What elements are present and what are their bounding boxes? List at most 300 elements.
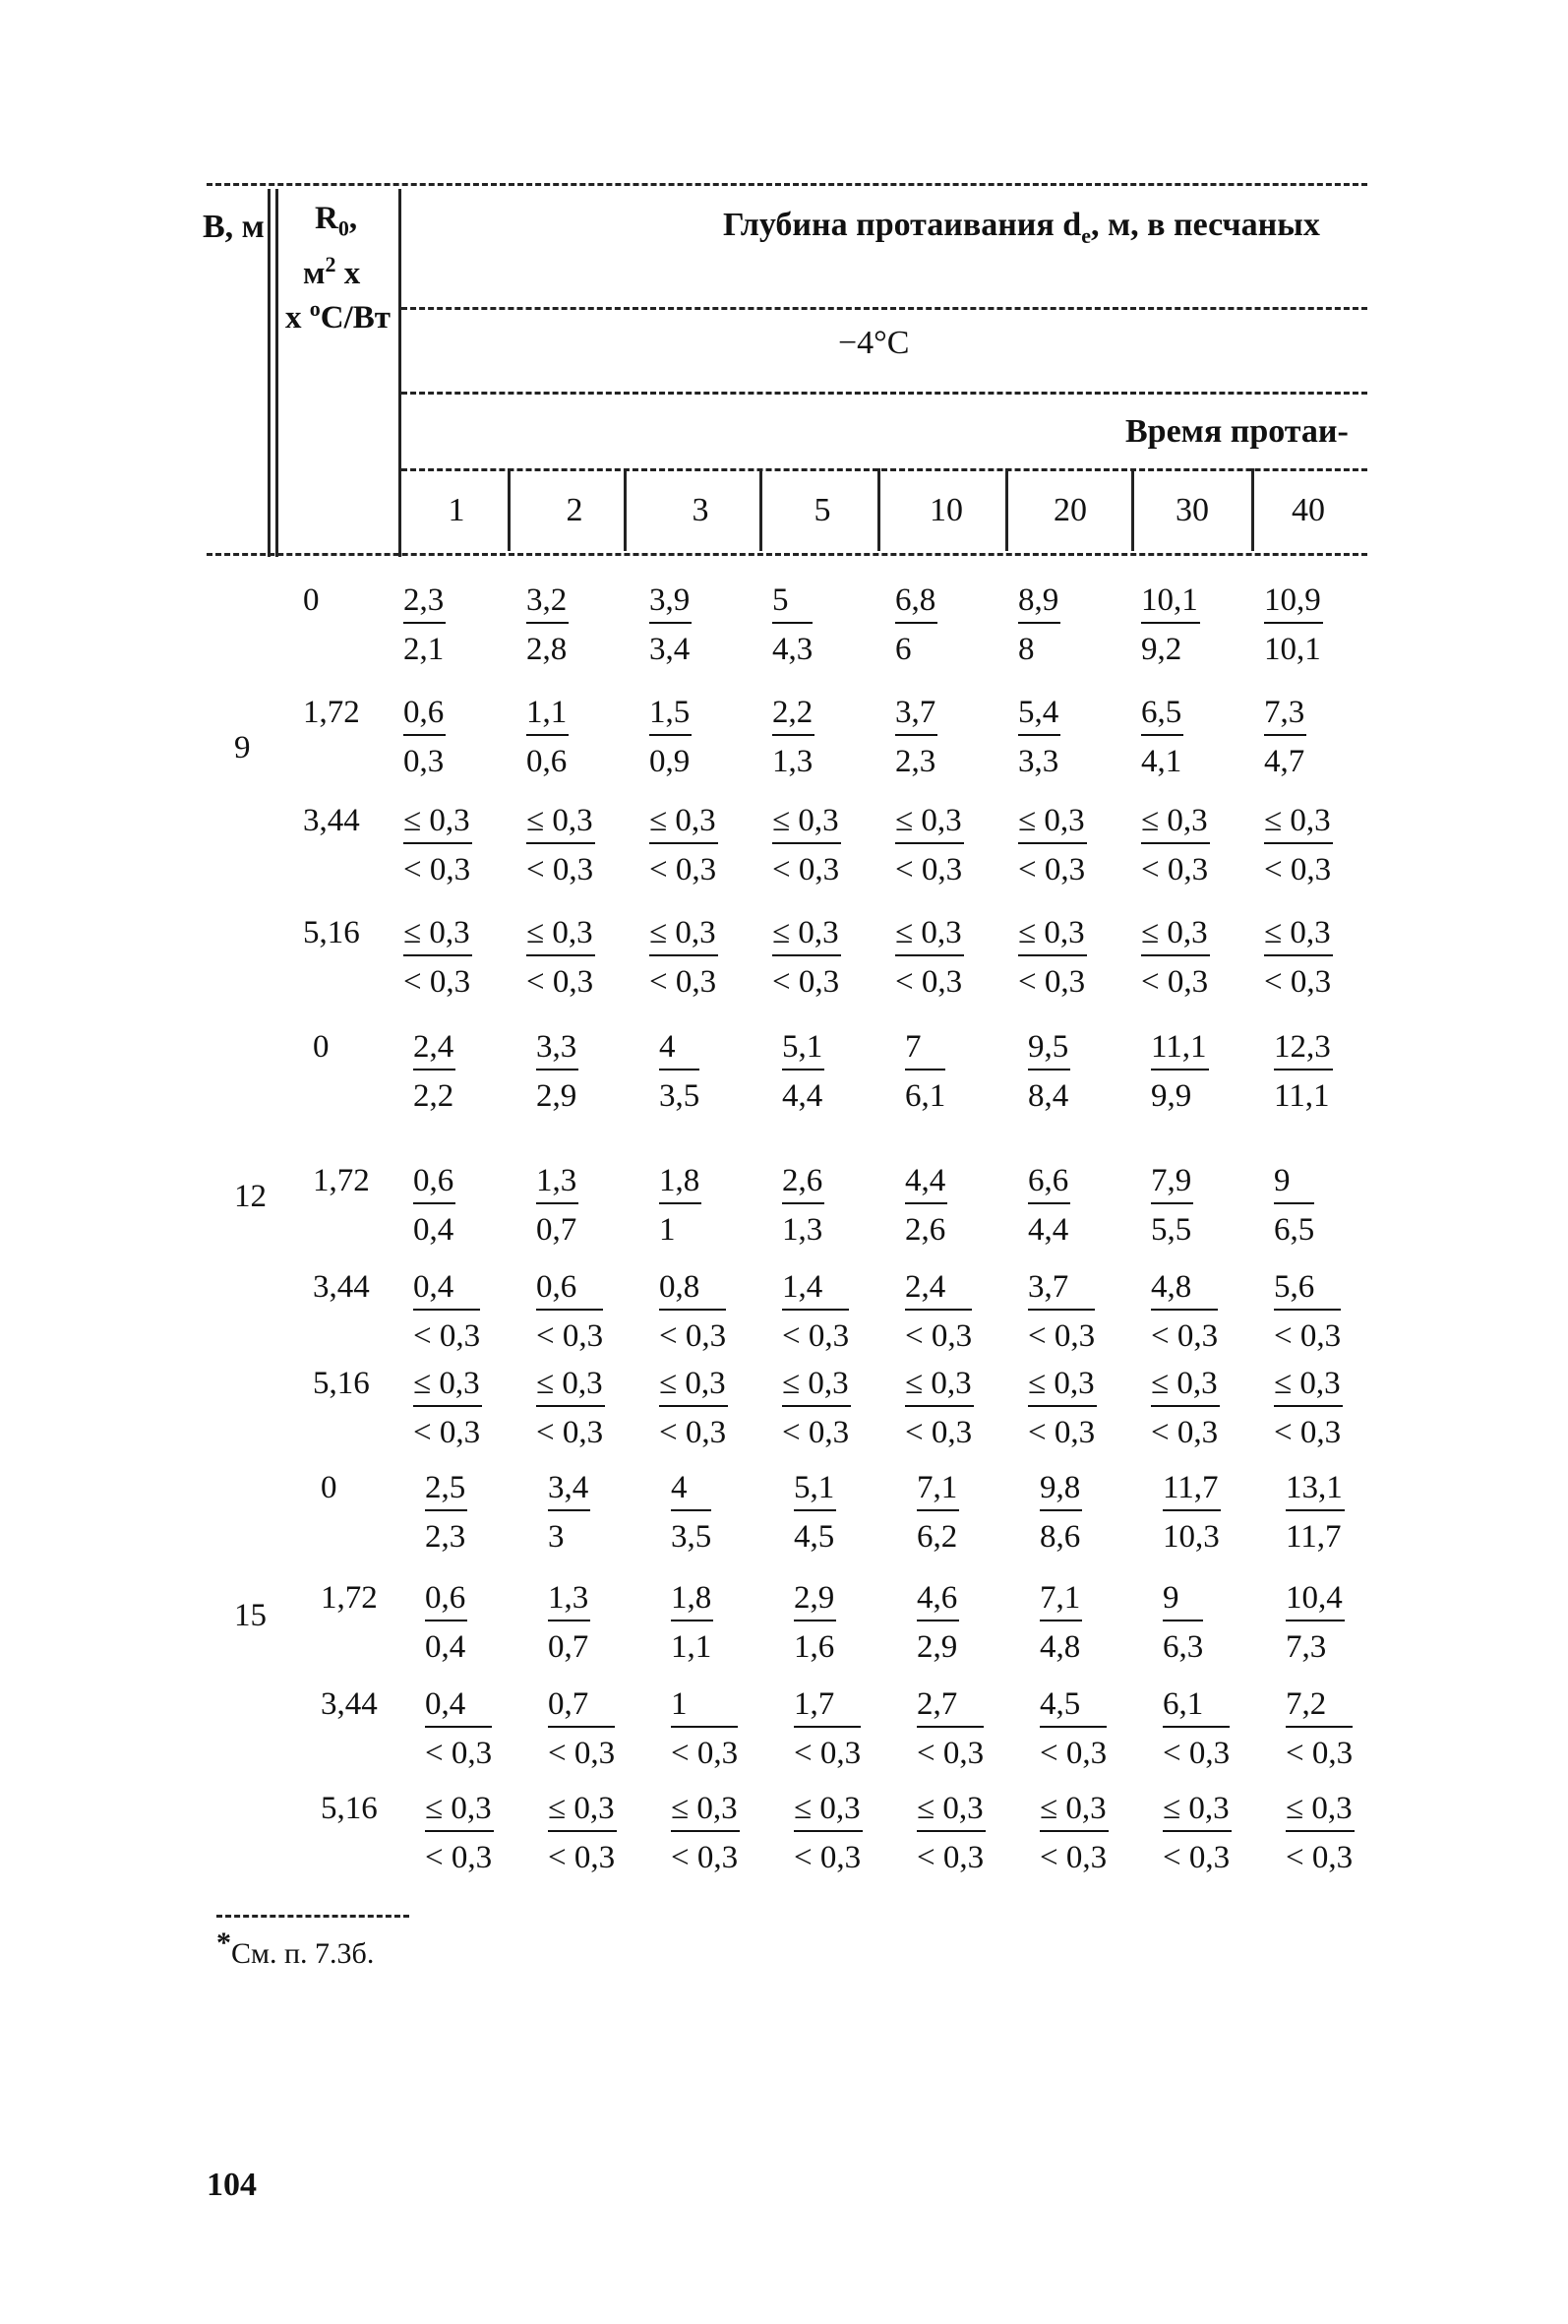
cell-numerator: ≤ 0,3: [659, 1366, 728, 1407]
resistance-label: 0: [313, 1029, 330, 1065]
table-cell: [1151, 1163, 1193, 1248]
cell-denominator: < 0,3: [782, 1415, 850, 1450]
time-col-divider: [1251, 468, 1254, 551]
cell-numerator: 2,2: [772, 695, 814, 736]
resistance-label: 0: [303, 582, 320, 618]
cell-denominator: 2,1: [403, 632, 445, 667]
cell-numerator: 4,4: [905, 1163, 947, 1204]
cell-numerator: 4,8: [1151, 1269, 1218, 1311]
cell-denominator: 4,1: [1141, 744, 1182, 779]
table-cell: [1141, 695, 1183, 779]
table-cell: [659, 1269, 726, 1354]
cell-numerator: ≤ 0,3: [1151, 1366, 1220, 1407]
cell-numerator: 1,3: [548, 1580, 590, 1621]
cell-numerator: ≤ 0,3: [425, 1791, 494, 1832]
cell-numerator: 3,4: [548, 1470, 590, 1511]
cell-numerator: 0,6: [425, 1580, 467, 1621]
header-bottom-rule: [207, 553, 1367, 556]
cell-denominator: < 0,3: [1151, 1415, 1219, 1450]
table-cell: [1028, 1269, 1095, 1354]
table-cell: [1018, 915, 1087, 1000]
table-cell: [671, 1686, 738, 1771]
cell-denominator: < 0,3: [895, 964, 963, 1000]
cell-numerator: 2,4: [413, 1029, 455, 1070]
table-cell: [649, 803, 718, 887]
cell-denominator: 3,5: [659, 1078, 700, 1114]
table-cell: [1163, 1686, 1230, 1771]
cell-denominator: < 0,3: [772, 852, 840, 887]
cell-numerator: 4: [671, 1470, 711, 1511]
cell-numerator: 6,6: [1028, 1163, 1070, 1204]
table-cell: [772, 695, 814, 779]
cell-numerator: 7,9: [1151, 1163, 1193, 1204]
col-divider-r-right: [398, 189, 401, 557]
cell-denominator: < 0,3: [1028, 1318, 1096, 1354]
cell-denominator: < 0,3: [671, 1736, 739, 1771]
cell-numerator: 2,4: [905, 1269, 972, 1311]
table-cell: [659, 1366, 728, 1450]
cell-denominator: < 0,3: [425, 1736, 493, 1771]
cell-numerator: 5,4: [1018, 695, 1060, 736]
table-cell: [772, 803, 841, 887]
cell-numerator: 1,8: [671, 1580, 713, 1621]
table-cell: [1274, 1366, 1343, 1450]
table-cell: [1040, 1470, 1082, 1555]
table-cell: [649, 695, 692, 779]
header-rule-3: [401, 392, 1367, 395]
cell-denominator: 8,4: [1028, 1078, 1069, 1114]
cell-numerator: ≤ 0,3: [649, 803, 718, 844]
table-cell: [413, 1269, 480, 1354]
cell-denominator: 2,6: [905, 1212, 946, 1248]
cell-numerator: 6,1: [1163, 1686, 1230, 1728]
cell-numerator: 1: [671, 1686, 738, 1728]
table-cell: [1264, 582, 1323, 667]
table-cell: [895, 915, 964, 1000]
table-cell: [794, 1580, 836, 1665]
table-cell: [649, 582, 692, 667]
time-column-8: 40: [1292, 492, 1325, 528]
cell-denominator: < 0,3: [782, 1318, 850, 1354]
table-cell: [671, 1791, 740, 1875]
cell-numerator: 2,9: [794, 1580, 836, 1621]
cell-numerator: 7: [905, 1029, 945, 1070]
table-cell: [1151, 1269, 1218, 1354]
table-cell: [671, 1470, 711, 1555]
table-cell: [1040, 1580, 1082, 1665]
cell-numerator: 6,8: [895, 582, 937, 624]
cell-denominator: 6,2: [917, 1519, 958, 1555]
cell-numerator: 8,9: [1018, 582, 1060, 624]
cell-numerator: 5,1: [794, 1470, 836, 1511]
table-cell: [917, 1470, 959, 1555]
table-cell: [1151, 1366, 1220, 1450]
cell-numerator: 5,1: [782, 1029, 824, 1070]
cell-numerator: ≤ 0,3: [1264, 803, 1333, 844]
cell-denominator: < 0,3: [1286, 1840, 1354, 1875]
resistance-label: 3,44: [313, 1269, 370, 1305]
cell-numerator: ≤ 0,3: [548, 1791, 617, 1832]
cell-numerator: ≤ 0,3: [413, 1366, 482, 1407]
table-cell: [1264, 915, 1333, 1000]
header-top-rule: [207, 183, 1367, 186]
table-cell: [548, 1686, 615, 1771]
cell-denominator: < 0,3: [794, 1736, 862, 1771]
cell-numerator: ≤ 0,3: [772, 803, 841, 844]
cell-numerator: 9,8: [1040, 1470, 1082, 1511]
cell-denominator: 4,8: [1040, 1629, 1081, 1665]
cell-numerator: 5,6: [1274, 1269, 1341, 1311]
footnote-rule: [216, 1915, 409, 1918]
cell-denominator: < 0,3: [1274, 1415, 1342, 1450]
cell-denominator: < 0,3: [905, 1415, 973, 1450]
cell-numerator: ≤ 0,3: [895, 803, 964, 844]
table-cell: [1151, 1029, 1209, 1114]
cell-denominator: < 0,3: [794, 1840, 862, 1875]
group-width-label: 12: [234, 1179, 267, 1214]
table-cell: [905, 1366, 974, 1450]
cell-denominator: < 0,3: [659, 1415, 727, 1450]
cell-denominator: < 0,3: [526, 852, 594, 887]
cell-denominator: < 0,3: [1163, 1840, 1231, 1875]
col-divider-r-left: [275, 189, 278, 557]
table-title: Глубина протаивания $d_e$, м, в песчаных: [723, 207, 1320, 248]
table-cell: [659, 1163, 701, 1248]
cell-numerator: 1,3: [536, 1163, 578, 1204]
col-divider-b: [268, 189, 271, 557]
cell-denominator: 2,3: [425, 1519, 466, 1555]
cell-denominator: < 0,3: [895, 852, 963, 887]
table-cell: [536, 1163, 578, 1248]
table-cell: [526, 915, 595, 1000]
cell-numerator: 12,3: [1274, 1029, 1333, 1070]
cell-numerator: 0,6: [536, 1269, 603, 1311]
cell-denominator: < 0,3: [536, 1415, 604, 1450]
table-cell: [425, 1580, 467, 1665]
cell-numerator: ≤ 0,3: [1163, 1791, 1232, 1832]
cell-numerator: 2,3: [403, 582, 446, 624]
cell-denominator: 2,3: [895, 744, 936, 779]
time-column-1: 1: [448, 492, 465, 528]
cell-numerator: ≤ 0,3: [782, 1366, 851, 1407]
cell-denominator: 6,1: [905, 1078, 946, 1114]
cell-denominator: < 0,3: [1286, 1736, 1354, 1771]
page-number: 104: [207, 2167, 257, 2203]
cell-denominator: < 0,3: [413, 1415, 481, 1450]
cell-numerator: 3,7: [895, 695, 937, 736]
cell-numerator: 6,5: [1141, 695, 1183, 736]
table-cell: [772, 915, 841, 1000]
cell-denominator: 0,9: [649, 744, 691, 779]
column-b-header: В, м: [203, 209, 265, 245]
cell-denominator: < 0,3: [1040, 1840, 1108, 1875]
resistance-label: 1,72: [321, 1580, 378, 1616]
cell-denominator: 0,3: [403, 744, 445, 779]
cell-numerator: 0,6: [413, 1163, 455, 1204]
cell-denominator: 9,9: [1151, 1078, 1192, 1114]
cell-denominator: 0,4: [413, 1212, 454, 1248]
time-header: Время протаи-: [1125, 413, 1349, 450]
cell-numerator: 9: [1163, 1580, 1203, 1621]
cell-denominator: 0,4: [425, 1629, 466, 1665]
table-cell: [526, 695, 569, 779]
cell-denominator: 9,2: [1141, 632, 1182, 667]
cell-denominator: < 0,3: [526, 964, 594, 1000]
cell-numerator: 1,7: [794, 1686, 861, 1728]
cell-numerator: 10,9: [1264, 582, 1323, 624]
cell-numerator: ≤ 0,3: [772, 915, 841, 956]
cell-numerator: 5: [772, 582, 813, 624]
cell-denominator: 2,2: [413, 1078, 454, 1114]
cell-numerator: 0,6: [403, 695, 446, 736]
cell-numerator: 1,5: [649, 695, 692, 736]
table-cell: [425, 1686, 492, 1771]
table-cell: [425, 1470, 467, 1555]
table-cell: [1018, 803, 1087, 887]
cell-numerator: ≤ 0,3: [1141, 803, 1210, 844]
time-col-divider: [508, 468, 511, 551]
cell-denominator: 11,1: [1274, 1078, 1330, 1114]
cell-numerator: ≤ 0,3: [905, 1366, 974, 1407]
cell-denominator: 2,8: [526, 632, 568, 667]
cell-numerator: 1,4: [782, 1269, 849, 1311]
resistance-label: 3,44: [303, 803, 360, 838]
cell-denominator: 6,3: [1163, 1629, 1204, 1665]
resistance-label: 3,44: [321, 1686, 378, 1722]
group-width-label: 15: [234, 1598, 267, 1633]
cell-numerator: 3,9: [649, 582, 692, 624]
cell-numerator: 2,5: [425, 1470, 467, 1511]
cell-numerator: 11,1: [1151, 1029, 1209, 1070]
cell-numerator: 1,8: [659, 1163, 701, 1204]
cell-denominator: < 0,3: [772, 964, 840, 1000]
cell-numerator: 3,2: [526, 582, 569, 624]
cell-denominator: 2,9: [917, 1629, 958, 1665]
cell-denominator: < 0,3: [1028, 1415, 1096, 1450]
cell-denominator: 1,1: [671, 1629, 712, 1665]
cell-denominator: < 0,3: [1141, 852, 1209, 887]
table-cell: [1141, 915, 1210, 1000]
cell-denominator: < 0,3: [548, 1736, 616, 1771]
table-cell: [794, 1791, 863, 1875]
cell-denominator: < 0,3: [1274, 1318, 1342, 1354]
cell-denominator: < 0,3: [1018, 852, 1086, 887]
cell-numerator: 4: [659, 1029, 699, 1070]
cell-numerator: ≤ 0,3: [526, 803, 595, 844]
table-cell: [1163, 1470, 1221, 1555]
cell-denominator: 3,5: [671, 1519, 712, 1555]
table-cell: [772, 582, 813, 667]
table-cell: [917, 1686, 984, 1771]
cell-denominator: < 0,3: [917, 1736, 985, 1771]
table-cell: [403, 803, 472, 887]
table-cell: [1286, 1580, 1345, 1665]
cell-denominator: < 0,3: [1264, 852, 1332, 887]
table-cell: [794, 1470, 836, 1555]
table-cell: [1163, 1580, 1203, 1665]
table-cell: [1264, 695, 1306, 779]
cell-denominator: < 0,3: [1018, 964, 1086, 1000]
cell-denominator: 1,6: [794, 1629, 835, 1665]
table-cell: [1274, 1163, 1314, 1248]
table-cell: [1286, 1686, 1353, 1771]
table-cell: [1286, 1791, 1355, 1875]
cell-denominator: 4,5: [794, 1519, 835, 1555]
cell-numerator: ≤ 0,3: [403, 915, 472, 956]
header-rule-4: [401, 468, 1367, 471]
cell-numerator: 7,1: [1040, 1580, 1082, 1621]
time-column-3: 3: [692, 492, 709, 528]
cell-denominator: 10,1: [1264, 632, 1321, 667]
cell-denominator: 4,4: [782, 1078, 823, 1114]
time-column-5: 10: [930, 492, 963, 528]
table-cell: [905, 1269, 972, 1354]
table-cell: [671, 1580, 713, 1665]
cell-denominator: 3,4: [649, 632, 691, 667]
table-cell: [413, 1029, 455, 1114]
cell-numerator: 0,7: [548, 1686, 615, 1728]
cell-numerator: 3,7: [1028, 1269, 1095, 1311]
table-cell: [413, 1163, 455, 1248]
cell-denominator: 1,3: [772, 744, 814, 779]
time-col-divider: [877, 468, 880, 551]
table-cell: [526, 803, 595, 887]
cell-denominator: 4,7: [1264, 744, 1305, 779]
cell-numerator: ≤ 0,3: [1286, 1791, 1355, 1832]
column-r-header: $R_0$, $м^2$ х х $^о$С/Вт: [285, 201, 391, 336]
time-column-4: 5: [814, 492, 831, 528]
cell-denominator: 0,6: [526, 744, 568, 779]
cell-numerator: ≤ 0,3: [1028, 1366, 1097, 1407]
cell-denominator: < 0,3: [1264, 964, 1332, 1000]
cell-numerator: 4,6: [917, 1580, 959, 1621]
cell-numerator: 10,4: [1286, 1580, 1345, 1621]
cell-denominator: < 0,3: [905, 1318, 973, 1354]
cell-numerator: ≤ 0,3: [1018, 803, 1087, 844]
table-cell: [413, 1366, 482, 1450]
cell-denominator: 0,7: [536, 1212, 577, 1248]
cell-denominator: < 0,3: [548, 1840, 616, 1875]
cell-denominator: 11,7: [1286, 1519, 1342, 1555]
cell-denominator: 3,3: [1018, 744, 1059, 779]
group-width-label: 9: [234, 730, 251, 765]
cell-numerator: ≤ 0,3: [895, 915, 964, 956]
cell-denominator: < 0,3: [659, 1318, 727, 1354]
cell-numerator: ≤ 0,3: [1141, 915, 1210, 956]
cell-numerator: 9: [1274, 1163, 1314, 1204]
cell-denominator: < 0,3: [425, 1840, 493, 1875]
cell-numerator: 4,5: [1040, 1686, 1107, 1728]
time-col-divider: [759, 468, 762, 551]
cell-numerator: ≤ 0,3: [649, 915, 718, 956]
resistance-label: 5,16: [303, 915, 360, 950]
table-cell: [1018, 582, 1060, 667]
cell-denominator: < 0,3: [1163, 1736, 1231, 1771]
table-cell: [526, 582, 569, 667]
cell-numerator: 9,5: [1028, 1029, 1070, 1070]
cell-numerator: ≤ 0,3: [1040, 1791, 1109, 1832]
time-col-divider: [1005, 468, 1008, 551]
cell-denominator: < 0,3: [671, 1840, 739, 1875]
cell-numerator: 7,1: [917, 1470, 959, 1511]
table-cell: [905, 1163, 947, 1248]
cell-numerator: ≤ 0,3: [1274, 1366, 1343, 1407]
table-cell: [1040, 1791, 1109, 1875]
cell-denominator: < 0,3: [536, 1318, 604, 1354]
cell-denominator: < 0,3: [413, 1318, 481, 1354]
resistance-label: 5,16: [313, 1366, 370, 1401]
cell-numerator: ≤ 0,3: [1264, 915, 1333, 956]
cell-denominator: 5,5: [1151, 1212, 1192, 1248]
table-cell: [548, 1791, 617, 1875]
cell-numerator: 7,2: [1286, 1686, 1353, 1728]
table-cell: [548, 1580, 590, 1665]
table-cell: [1274, 1029, 1333, 1114]
temperature-label: −4°С: [838, 325, 910, 361]
cell-numerator: ≤ 0,3: [794, 1791, 863, 1832]
table-cell: [1141, 803, 1210, 887]
table-cell: [403, 582, 446, 667]
cell-denominator: 6: [895, 632, 912, 667]
cell-denominator: < 0,3: [403, 852, 471, 887]
footnote: *См. п. 7.3б.: [216, 1926, 375, 1970]
table-cell: [917, 1791, 986, 1875]
cell-numerator: 7,3: [1264, 695, 1306, 736]
table-cell: [1141, 582, 1200, 667]
cell-numerator: ≤ 0,3: [671, 1791, 740, 1832]
cell-denominator: 4,3: [772, 632, 814, 667]
table-cell: [536, 1029, 578, 1114]
cell-denominator: < 0,3: [1141, 964, 1209, 1000]
cell-denominator: < 0,3: [1040, 1736, 1108, 1771]
table-cell: [917, 1580, 959, 1665]
table-cell: [1264, 803, 1333, 887]
cell-numerator: 10,1: [1141, 582, 1200, 624]
table-cell: [1040, 1686, 1107, 1771]
table-cell: [895, 695, 937, 779]
cell-denominator: 1,3: [782, 1212, 823, 1248]
cell-denominator: < 0,3: [649, 964, 717, 1000]
cell-denominator: 0,7: [548, 1629, 589, 1665]
cell-denominator: 1: [659, 1212, 676, 1248]
resistance-label: 5,16: [321, 1791, 378, 1826]
cell-denominator: 6,5: [1274, 1212, 1315, 1248]
cell-numerator: 2,6: [782, 1163, 824, 1204]
cell-numerator: 0,8: [659, 1269, 726, 1311]
time-column-2: 2: [566, 492, 583, 528]
cell-denominator: 8: [1018, 632, 1035, 667]
table-cell: [1028, 1029, 1070, 1114]
cell-numerator: 0,4: [413, 1269, 480, 1311]
table-cell: [659, 1029, 699, 1114]
table-cell: [782, 1366, 851, 1450]
cell-denominator: < 0,3: [917, 1840, 985, 1875]
table-cell: [1163, 1791, 1232, 1875]
table-cell: [895, 803, 964, 887]
time-col-divider: [1131, 468, 1134, 551]
table-cell: [782, 1163, 824, 1248]
table-cell: [649, 915, 718, 1000]
time-column-6: 20: [1054, 492, 1087, 528]
table-cell: [536, 1366, 605, 1450]
cell-denominator: 10,3: [1163, 1519, 1220, 1555]
cell-numerator: ≤ 0,3: [536, 1366, 605, 1407]
cell-denominator: < 0,3: [403, 964, 471, 1000]
cell-numerator: ≤ 0,3: [403, 803, 472, 844]
cell-denominator: 2,9: [536, 1078, 577, 1114]
table-cell: [403, 695, 446, 779]
time-column-7: 30: [1176, 492, 1209, 528]
